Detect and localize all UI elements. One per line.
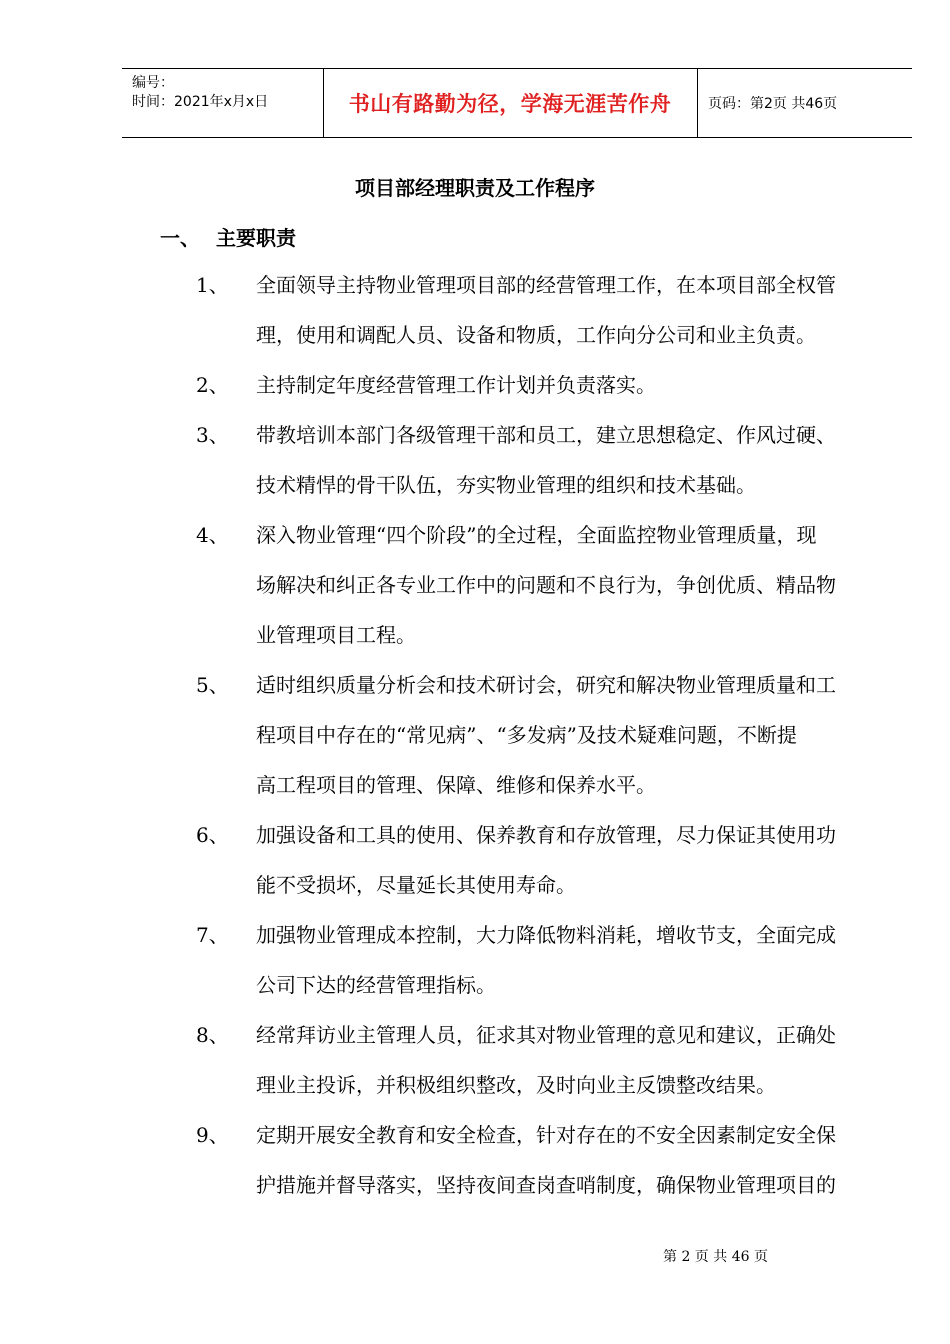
list-item-line: 全面领导主持物业管理项目部的经营管理工作，在本项目部全权管	[256, 273, 836, 297]
header-right-cell	[698, 69, 912, 137]
list-item-line: 经常拜访业主管理人员，征求其对物业管理的意见和建议，正确处	[256, 1023, 836, 1047]
list-item-text	[256, 810, 906, 910]
section-number: 一、	[160, 226, 200, 250]
list-item-number: 8、	[196, 1023, 229, 1047]
list-item-number: 1、	[196, 273, 229, 297]
list-item-number: 4、	[196, 523, 229, 547]
header-page-code: 页码：第2页 共46页	[708, 96, 838, 112]
list-item-line: 主持制定年度经营管理工作计划并负责落实。	[256, 373, 656, 397]
list-item-line: 加强物业管理成本控制，大力降低物料消耗，增收节支，全面完成	[256, 923, 836, 947]
list-item	[196, 810, 906, 910]
list-item-number: 6、	[196, 823, 229, 847]
list-item-text	[256, 1110, 906, 1210]
list-item-text	[256, 410, 906, 510]
header-left-cell	[122, 69, 324, 137]
list-item-line: 高工程项目的管理、保障、维修和保养水平。	[256, 773, 656, 797]
list-item	[196, 660, 906, 810]
list-item-text	[256, 910, 906, 1010]
list-item	[196, 260, 906, 360]
list-item-number: 2、	[196, 373, 229, 397]
page-footer: 第 2 页 共 46 页	[663, 1249, 768, 1265]
list-item-line: 能不受损坏，尽量延长其使用寿命。	[256, 873, 576, 897]
list-item-text	[256, 260, 906, 360]
list-item-number: 9、	[196, 1123, 229, 1147]
document-title: 项目部经理职责及工作程序	[355, 176, 595, 200]
list-item-text	[256, 1010, 906, 1110]
list-item-line: 业管理项目工程。	[256, 623, 416, 647]
list-item-line: 程项目中存在的“常见病”、“多发病”及技术疑难问题，不断提	[256, 723, 797, 747]
list-item	[196, 1110, 906, 1210]
list-item-text	[256, 510, 906, 660]
section-heading	[160, 222, 296, 251]
list-item	[196, 510, 906, 660]
list-item-text	[256, 360, 906, 410]
list-item-line: 公司下达的经营管理指标。	[256, 973, 496, 997]
document-time-label: 时间：2021年x月x日	[132, 94, 269, 110]
list-item-number: 7、	[196, 923, 229, 947]
list-item-text	[256, 660, 906, 810]
list-item-line: 加强设备和工具的使用、保养教育和存放管理，尽力保证其使用功	[256, 823, 836, 847]
list-item-line: 带教培训本部门各级管理干部和员工，建立思想稳定、作风过硬、	[256, 423, 836, 447]
list-item-number: 3、	[196, 423, 229, 447]
list-item	[196, 910, 906, 1010]
list-item-line: 适时组织质量分析会和技术研讨会，研究和解决物业管理质量和工	[256, 673, 836, 697]
header-center-cell	[323, 69, 698, 137]
list-item	[196, 1010, 906, 1110]
document-header	[122, 68, 912, 138]
list-item-number: 5、	[196, 673, 229, 697]
document-number-label: 编号：	[132, 75, 174, 91]
list-item	[196, 360, 906, 410]
header-motto: 书山有路勤为径，学海无涯苦作舟	[348, 91, 672, 116]
list-item-line: 场解决和纠正各专业工作中的问题和不良行为，争创优质、精品物	[256, 573, 836, 597]
section-title: 主要职责	[216, 226, 296, 250]
list-item-line: 技术精悍的骨干队伍，夯实物业管理的组织和技术基础。	[256, 473, 756, 497]
list-item-line: 护措施并督导落实，坚持夜间查岗查哨制度，确保物业管理项目的	[256, 1173, 836, 1197]
list-item-line: 深入物业管理“四个阶段”的全过程，全面监控物业管理质量，现	[256, 523, 817, 547]
list-item	[196, 410, 906, 510]
list-item-line: 理业主投诉，并积极组织整改，及时向业主反馈整改结果。	[256, 1073, 776, 1097]
list-item-line: 定期开展安全教育和安全检查，针对存在的不安全因素制定安全保	[256, 1123, 836, 1147]
list-item-line: 理，使用和调配人员、设备和物质，工作向分公司和业主负责。	[256, 323, 816, 347]
